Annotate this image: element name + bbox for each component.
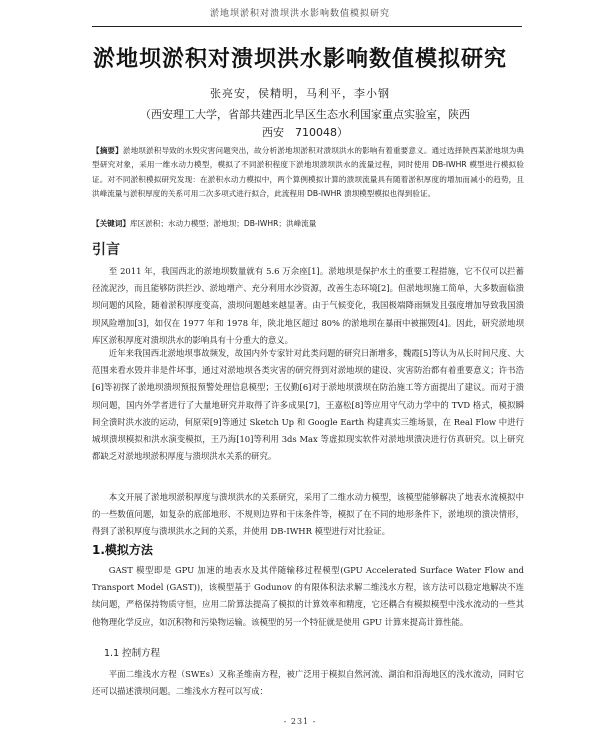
header-rule (92, 26, 522, 27)
intro-heading: 引言 (92, 242, 120, 258)
keywords-label: 【关键词】 (92, 219, 130, 228)
subsection-heading: 1.1 控制方程 (104, 648, 161, 659)
abstract-text: 淤地坝淤积导致的水毁灾害问题突出，故分析淤地坝淤积对溃坝洪水的影响有着重要意义。通过选择陕西某淤地坝为典型研究对象，采用一维水动力模型，模拟了不同淤积程度下淤地坝溃坝洪水的流量过程，同时使用 DB-IWHR 模型进行模拟验证。对不同淤积模拟研究发现：在淤积水动力模拟中，两个算例模拟计算的溃坝流量具有随着淤积厚度的增加而减小的趋势，且洪峰流量与淤积厚度的关系可用二次多项式进行拟合，此流程用 DB-IWHR 溃坝模型模拟也得到验证。 (92, 146, 525, 199)
intro-paragraph-2: 近年来我国西北淤地坝事故频发，故国内外专家针对此类问题的研究日渐增多，魏霞[5]等认为从长时间尺度、大范围来看水毁并非是件坏事，通过对淤地坝各类灾害的研究得到对淤地坝的建设、灾害防治都有着重要意义；许书浩[6]等初探了淤地坝溃坝预报预警处理信息模型；王仪勤[6]对于淤地坝溃坝在防治施工等方面提出了建议。而对于溃坝问题，国内外学者进行了大量地研究并取得了许多成果[7]，王嘉松[8]等应用守气动力学中的 TVD 格式，模拟瞬间全溃时洪水波的运动，何原荣[9]等通过 Sketch Up 和 Google Earth 构建真实三维场景，在 Real Flow 中进行城坝溃坝模拟和洪水演变模拟，王乃海[10]等利用 3ds Max 等虚拟现实软件对淤地坝溃决进行仿真研究。以上研究都缺乏对淤地坝淤积厚度与溃坝洪水关系的研究。 (92, 348, 524, 462)
abstract-label: 【摘要】 (92, 146, 123, 155)
keywords (92, 217, 524, 231)
keywords-text: 库区淤积；水动力模型；淤地坝；DB-IWHR；洪峰流量 (129, 219, 317, 228)
intro-paragraph-1: 至 2011 年，我国西北的淤地坝数量就有 5.6 万余座[1]。淤地坝是保护水土的重要工程措施，它不仅可以拦蓄径流泥沙，而且能够防洪拦沙、淤地增产、充分利用水沙资源，改善生态环境[2]。但淤地坝施工简单，大多数面临溃坝问题的风险，随着淤积厚度变高，溃坝问题越来越显著。由于气候变化，我国极端降雨频发且强度增加导致我国溃坝风险增加[3]，如仅在 1977 年和 1978 年，陕北地区超过 80% 的淤地坝在暴雨中被摧毁[4]。因此，研究淤地坝库区淤积厚度对溃坝洪水的影响具有十分重大的意义。 (92, 266, 524, 345)
abstract (92, 144, 524, 202)
method-paragraph-2: 平面二维浅水方程（SWEs）又称圣维南方程，被广泛用于模拟自然河流、湖泊和沿海地区的浅水流动，同时它还可以描述溃坝问题。二维浅水方程可以写成： (92, 669, 524, 697)
page-number: - 231 - (283, 717, 317, 726)
paper-title: 淤地坝淤积对溃坝洪水影响数值模拟研究 (92, 47, 507, 72)
paper-authors: 张亮安，侯精明，马利平，李小钢 (210, 87, 390, 100)
paper-affiliation: （西安理工大学，省部共建西北旱区生态水利国家重点实验室，陕西 西安 710048） (140, 108, 481, 139)
method-heading: 1.模拟方法 (92, 543, 153, 557)
method-paragraph-1: GAST 模型即是 GPU 加速的地表水及其伴随输移过程模型(GPU Accelerated Surface Water Flow and Transport Model (GAST))，该模型基于 Godunov 的有限体积法求解二维浅水方程，该方法可以稳定地解决不连续问题，严格保持物质守恒，应用二阶算法提高了模拟的计算效率和精度，它还耦合有模拟模型中浅水流动的一些其他物理化学反应，如沉积物和污染物运输。该模型的另一个特征就是使用 GPU 计算来提高计算性能。 (92, 565, 524, 627)
intro-paragraph-3: 本文开展了淤地坝淤积厚度与溃坝洪水的关系研究，采用了二维水动力模型，该模型能够解决了地表水流模拟中的一些数值问题，如复杂的底部地形、不规则边界和干床条件等，模拟了在不同的地形条件下，淤地坝的溃决情形，得到了淤积厚度与溃坝洪水之间的关系，并使用 DB-IWHR 模型进行对比验证。 (92, 492, 524, 537)
running-head: 淤地坝淤积对溃坝洪水影响数值模拟研究 (209, 9, 390, 19)
